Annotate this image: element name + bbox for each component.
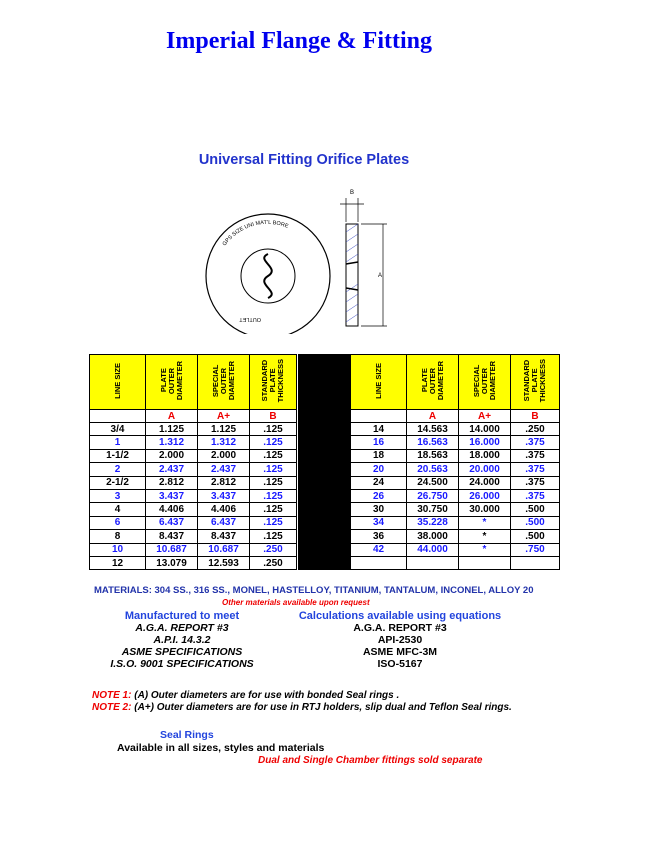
table-row (351, 530, 560, 543)
table-cell: 3.437 (146, 489, 198, 502)
table-cell: .125 (250, 516, 297, 529)
table-cell: 2.812 (198, 476, 250, 489)
table-cell: 4 (90, 503, 146, 516)
table-divider (298, 354, 350, 570)
note-2: NOTE 2: (A+) Outer diameters are for use in RTJ holders, slip dual and Teflon Seal rings. (92, 702, 512, 713)
calculations-item: ASME MFC-3M (362, 646, 438, 658)
seal-rings-heading: Seal Rings (160, 729, 214, 741)
table-row (90, 476, 297, 489)
plate-outlet-text: OUTLET (239, 316, 261, 322)
table-row (351, 503, 560, 516)
orifice-plate-diagram (195, 184, 415, 334)
table-cell: 16.000 (459, 436, 511, 449)
table-cell: 2-1/2 (90, 476, 146, 489)
table-cell: 26 (351, 489, 407, 502)
page-subtitle: Universal Fitting Orifice Plates (198, 152, 410, 168)
manufactured-block (94, 610, 270, 670)
table-cell: 10.687 (198, 543, 250, 556)
table-cell: .125 (250, 423, 297, 436)
calculations-heading: Calculations available using equations (298, 610, 502, 622)
table-cell: 1.125 (146, 423, 198, 436)
table-cell: 2 (90, 463, 146, 476)
table-cell: 16.563 (407, 436, 459, 449)
table-cell: 30.750 (407, 503, 459, 516)
table-cell: .125 (250, 476, 297, 489)
table-cell: 12.593 (198, 556, 250, 569)
table-row (351, 543, 560, 556)
table-cell: .250 (511, 423, 560, 436)
table-row (90, 489, 297, 502)
table-cell: 6 (90, 516, 146, 529)
table-cell: 14 (351, 423, 407, 436)
dimension-a-label: A (378, 273, 383, 279)
materials-line: MATERIALS: 304 SS., 316 SS., MONEL, HASTELLOY, TITANIUM, TANTALUM, INCONEL, ALLOY 20 (94, 585, 534, 596)
table-row (90, 463, 297, 476)
table-cell: 24.000 (459, 476, 511, 489)
calculations-item: API-2530 (377, 634, 423, 646)
table-cell: * (459, 543, 511, 556)
table-cell: 36 (351, 530, 407, 543)
table-row (351, 516, 560, 529)
table-cell: 18.563 (407, 449, 459, 462)
table-cell: 4.406 (146, 503, 198, 516)
table-cell: 6.437 (198, 516, 250, 529)
table-cell: .500 (511, 516, 560, 529)
table-row (90, 556, 297, 569)
table-cell: 24 (351, 476, 407, 489)
table-cell: 1-1/2 (90, 449, 146, 462)
table-cell: .375 (511, 436, 560, 449)
table-cell: 26.000 (459, 489, 511, 502)
calculations-item: A.G.A. REPORT #3 (353, 622, 447, 634)
manufactured-item: A.G.A. REPORT #3 (135, 622, 229, 634)
table-cell: 44.000 (407, 543, 459, 556)
table-cell: 2.437 (198, 463, 250, 476)
table-cell: 3 (90, 489, 146, 502)
manufactured-item: ASME SPECIFICATIONS (121, 646, 243, 658)
table-cell: 1.312 (198, 436, 250, 449)
table-row (90, 530, 297, 543)
table-cell: 20.563 (407, 463, 459, 476)
table-cell: .125 (250, 436, 297, 449)
table-cell: 2.000 (146, 449, 198, 462)
table-cell: .250 (250, 556, 297, 569)
manufactured-item: A.P.I. 14.3.2 (153, 634, 211, 646)
table-row (90, 503, 297, 516)
table-cell: 1.312 (146, 436, 198, 449)
header-line-size: LINE SIZE (351, 355, 407, 410)
seal-rings-text: Available in all sizes, styles and materials (117, 742, 325, 754)
table-cell: .125 (250, 449, 297, 462)
company-title: Imperial Flange & Fitting (166, 28, 432, 54)
table-row (351, 489, 560, 502)
table-cell: .375 (511, 476, 560, 489)
table-cell: .125 (250, 463, 297, 476)
table-cell: .125 (250, 530, 297, 543)
table-cell: 3.437 (198, 489, 250, 502)
table-cell: .125 (250, 503, 297, 516)
table-row (90, 543, 297, 556)
table-cell: 24.500 (407, 476, 459, 489)
table-cell: .375 (511, 463, 560, 476)
table-cell: 18.000 (459, 449, 511, 462)
table-cell: 42 (351, 543, 407, 556)
table-cell: 1 (90, 436, 146, 449)
table-cell: 16 (351, 436, 407, 449)
table-row (90, 436, 297, 449)
table-cell: 14.563 (407, 423, 459, 436)
table-cell: 2.437 (146, 463, 198, 476)
seal-rings-note: Dual and Single Chamber fittings sold separate (258, 755, 483, 766)
table-cell: 38.000 (407, 530, 459, 543)
table-row (351, 476, 560, 489)
table-row (351, 449, 560, 462)
table-cell: 13.079 (146, 556, 198, 569)
header-thickness: STANDARD PLATE THICKNESS (511, 355, 560, 410)
table-cell: 30.000 (459, 503, 511, 516)
table-row (90, 423, 297, 436)
table-cell: .750 (511, 543, 560, 556)
header-thickness: STANDARD PLATE THICKNESS (250, 355, 297, 410)
table-cell: 18 (351, 449, 407, 462)
table-cell: * (459, 530, 511, 543)
table-cell: 2.812 (146, 476, 198, 489)
table-cell: 2.000 (198, 449, 250, 462)
header-plate-od: PLATE OUTER DIAMETER (146, 355, 198, 410)
table-cell: 26.750 (407, 489, 459, 502)
materials-note: Other materials available upon request (222, 598, 370, 607)
table-cell: 3/4 (90, 423, 146, 436)
table-cell: .250 (250, 543, 297, 556)
header-special-od: SPECIAL OUTER DIAMETER (198, 355, 250, 410)
table-cell: .375 (511, 489, 560, 502)
table-cell: 8.437 (146, 530, 198, 543)
manufactured-heading: Manufactured to meet (124, 610, 240, 622)
table-cell: 30 (351, 503, 407, 516)
table-cell: 8 (90, 530, 146, 543)
table-row (351, 436, 560, 449)
table-cell: 20.000 (459, 463, 511, 476)
table-cell: 35.228 (407, 516, 459, 529)
table-cell: * (459, 516, 511, 529)
table-row (351, 423, 560, 436)
header-special-od: SPECIAL OUTER DIAMETER (459, 355, 511, 410)
table-cell: 34 (351, 516, 407, 529)
table-row (90, 516, 297, 529)
table-cell: 14.000 (459, 423, 511, 436)
table-cell: 8.437 (198, 530, 250, 543)
table-cell: .500 (511, 530, 560, 543)
header-line-size: LINE SIZE (90, 355, 146, 410)
table-cell: 6.437 (146, 516, 198, 529)
table-cell: 12 (90, 556, 146, 569)
left-spec-table: LINE SIZE PLATE OUTER DIAMETER SPECIAL OUTER DIAMETER STANDARD PLATE THICKNESS A A+ B 3/4 1.125 1.125 .125 1 1.312 1.312 .125 1-1/2 2.000 2.000 .125 2 2.437 2.437 .125 2-1/2 2.812 2.812 .125 3 3.437 3.437 .125 4 4.406 4.406 .125 6 6.437 6.437 .125 8 8.437 8.437 .125 10 10.687 10.687 .250 12 13.079 12.593 .250 (89, 354, 297, 570)
table-row-empty (351, 556, 560, 569)
calculations-item: ISO-5167 (377, 658, 423, 670)
table-cell: .125 (250, 489, 297, 502)
table-cell: 1.125 (198, 423, 250, 436)
header-plate-od: PLATE OUTER DIAMETER (407, 355, 459, 410)
table-cell: .500 (511, 503, 560, 516)
table-cell: 20 (351, 463, 407, 476)
plate-stamp-text: GPS SIZE UNI MAT'L BORE (221, 219, 290, 248)
table-cell: 4.406 (198, 503, 250, 516)
calculations-block (290, 610, 510, 670)
note-1: NOTE 1: (A) Outer diameters are for use with bonded Seal rings . (92, 690, 400, 701)
table-cell: .375 (511, 449, 560, 462)
dimension-b-label: B (350, 190, 355, 196)
table-row (90, 449, 297, 462)
right-spec-table: LINE SIZE PLATE OUTER DIAMETER SPECIAL OUTER DIAMETER STANDARD PLATE THICKNESS A A+ B 14 14.563 14.000 .250 16 16.563 16.000 .375 18 18.563 18.000 .375 20 20.563 20.000 .375 24 24.500 24.000 .375 26 26.750 26.000 .375 30 30.750 30.000 .500 34 35.228 * .500 36 38.000 * .500 42 44.000 * .750 (350, 354, 560, 570)
table-row (351, 463, 560, 476)
table-cell: 10.687 (146, 543, 198, 556)
table-cell: 10 (90, 543, 146, 556)
manufactured-item: I.S.O. 9001 SPECIFICATIONS (110, 658, 254, 670)
